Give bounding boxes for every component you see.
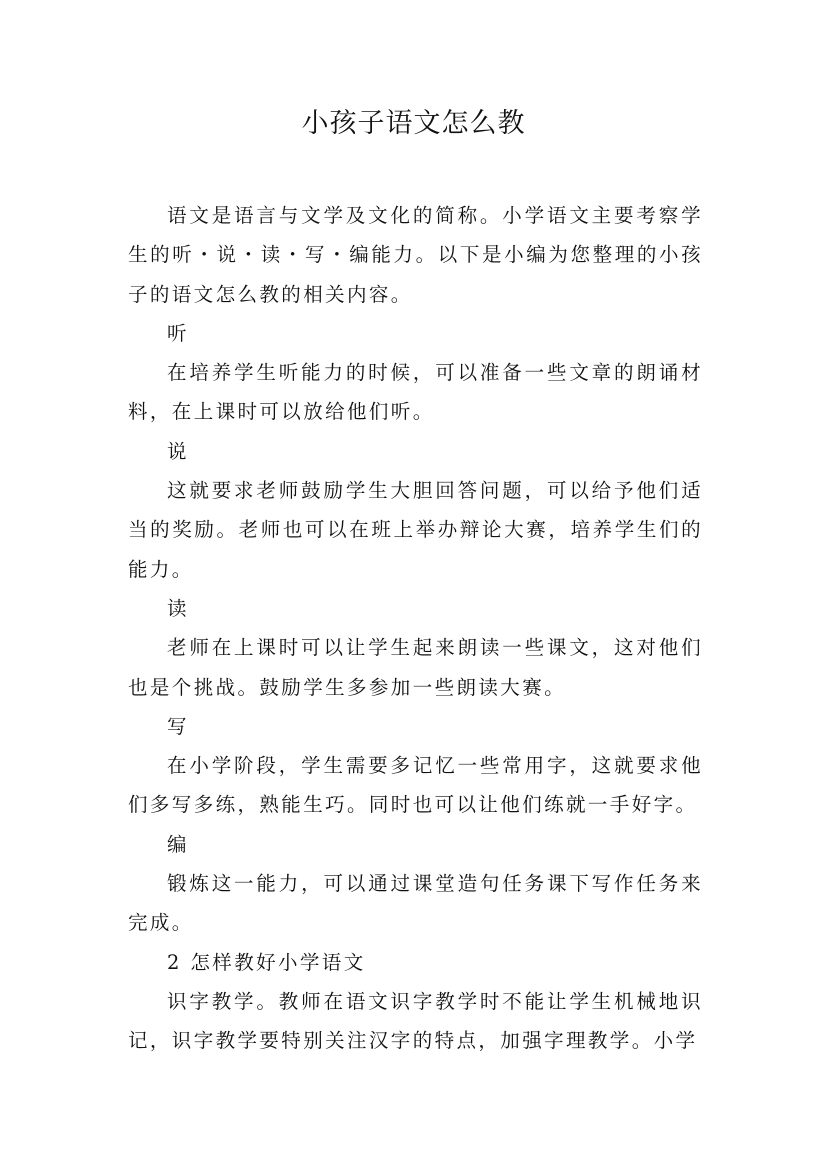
paragraph-literacy: 识字教学。教师在语文识字教学时不能让学生机械地识记，识字教学要特别关注汉字的特点，加强字理教学。小学	[128, 989, 703, 1053]
section-heading-write: 写	[167, 714, 189, 738]
paragraph-speak: 这就要求老师鼓励学生大胆回答问题，可以给予他们适当的奖励。老师也可以在班上举办辩论大赛，培养学生们的能力。	[128, 479, 703, 581]
paragraph-compose: 锻炼这一能力，可以通过课堂造句任务课下写作任务来完成。	[128, 872, 703, 935]
paragraph-read: 老师在上课时可以让学生起来朗读一些课文，这对他们也是个挑战。鼓励学生多参加一些朗读大赛。	[128, 636, 703, 699]
section-heading-listen: 听	[167, 321, 189, 345]
document-body	[128, 196, 703, 1061]
page-title: 小孩子语文怎么教	[301, 108, 526, 139]
paragraph-intro: 语文是语言与文学及文化的简称。小学语文主要考察学生的听・说・读・写・编能力。以下是小编为您整理的小孩子的语文怎么教的相关内容。	[128, 204, 703, 306]
section-heading-compose: 编	[167, 832, 189, 856]
section-heading-speak: 说	[167, 439, 189, 463]
section-heading-how-to-teach: 2 怎样教好小学语文	[167, 950, 366, 974]
paragraph-write: 在小学阶段，学生需要多记忆一些常用字，这就要求他们多写多练，熟能生巧。同时也可以让他们练就一手好字。	[128, 754, 703, 817]
section-heading-read: 读	[167, 596, 189, 620]
paragraph-listen: 在培养学生听能力的时候，可以准备一些文章的朗诵材料，在上课时可以放给他们听。	[128, 361, 703, 424]
